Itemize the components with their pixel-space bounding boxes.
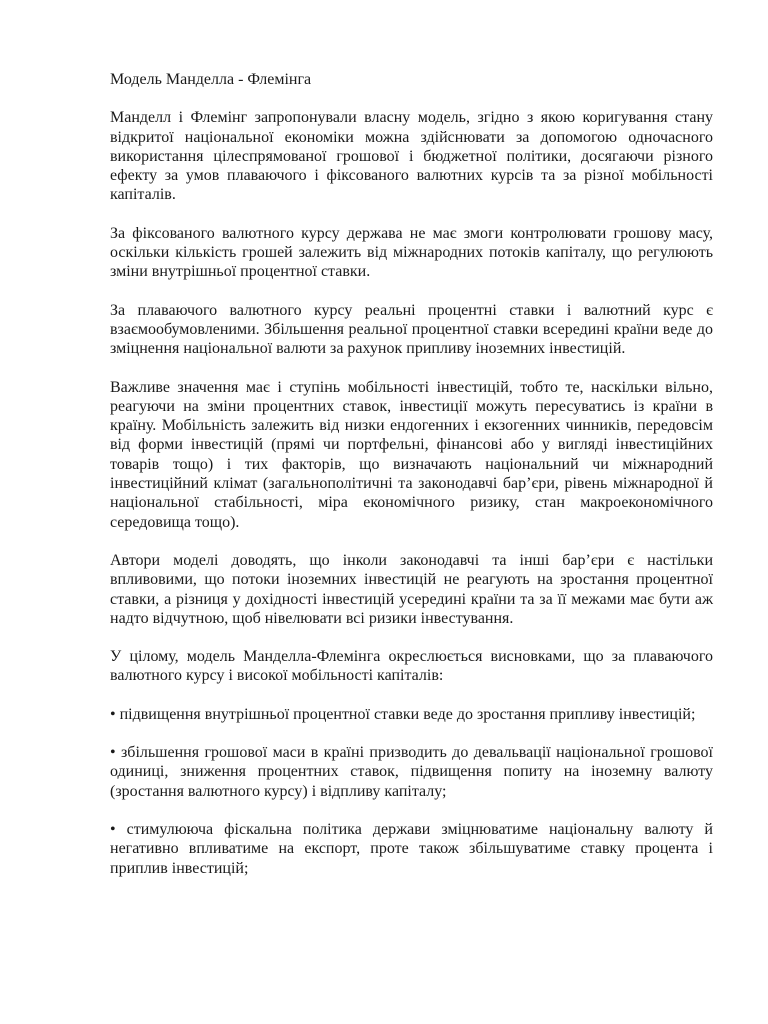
document-page (110, 70, 713, 897)
bullet-item-interest-rate: • підвищення внутрішньої процентної ставки веде до зростання припливу інвестицій; (110, 705, 696, 723)
paragraph-floating-rate: За плаваючого валютного курсу реальні процентні ставки і валютний курс є взаємообумовленими. Збільшення реальної процентної ставки всередині країни веде до зміцнення національної валюти за рахунок припливу іноземних інвестицій. (110, 301, 713, 358)
paragraph-intro: Манделл і Флемінг запропонували власну модель, згідно з якою коригування стану відкритої національної економіки можна здійснювати за допомогою одночасного використання цілеспрямованої грошової і бюджетної політики, досягаючи різного ефекту за умов плаваючого і фіксованого валютних курсів та за різної мобільності капіталів. (110, 109, 713, 204)
bullet-item-money-supply: • збільшення грошової маси в країні призводить до девальвації національної грошової одиниці, зниження процентних ставок, підвищення попиту на іноземну валюту (зростання валютного курсу) і відпливу капіталу; (110, 744, 713, 800)
paragraph-barriers: Автори моделі доводять, що інколи законодавчі та інші бар’єри є настільки впливовими, що потоки іноземних інвестицій не реагують на зростання процентної ставки, а різниця у дохідності інвестицій усередині країни та за її межами має бути аж надто відчутною, щоб нівелювати всі ризики інвестування. (110, 551, 713, 627)
document-title: Модель Манделла - Флемінга (110, 71, 312, 88)
paragraph-conclusions: У цілому, модель Манделла-Флемінга окреслюється висновками, що за плаваючого валютного курсу і високої мобільності капіталів: (110, 648, 713, 685)
paragraph-fixed-rate: За фіксованого валютного курсу держава не має змоги контролювати грошову масу, оскільки кількість грошей залежить від міжнародних потоків капіталу, що регулюють зміни внутрішньої процентної ставки. (110, 224, 713, 281)
paragraph-mobility: Важливе значення має і ступінь мобільності інвестицій, тобто те, наскільки вільно, реагуючи на зміни процентних ставок, інвестиції можуть пересуватись із країни в країну. Мобільність залежить від низки ендогенних і екзогенних чинників, передовсім від форми інвестицій (прямі чи портфельні, фінансові або у вигляді інвестиційних товарів тощо) і тих факторів, що визначають національний чи міжнародний інвестиційний клімат (загальнополітичні та законодавчі бар’єри, рівень міжнародної й національної стабільності, міра економічного ризику, стан макроекономічного середовища тощо). (110, 378, 713, 531)
bullet-item-fiscal-policy: • стимулююча фіскальна політика держави зміцнюватиме національну валюту й негативно впливатиме на експорт, проте також збільшуватиме ставку процента і приплив інвестицій; (110, 820, 713, 877)
